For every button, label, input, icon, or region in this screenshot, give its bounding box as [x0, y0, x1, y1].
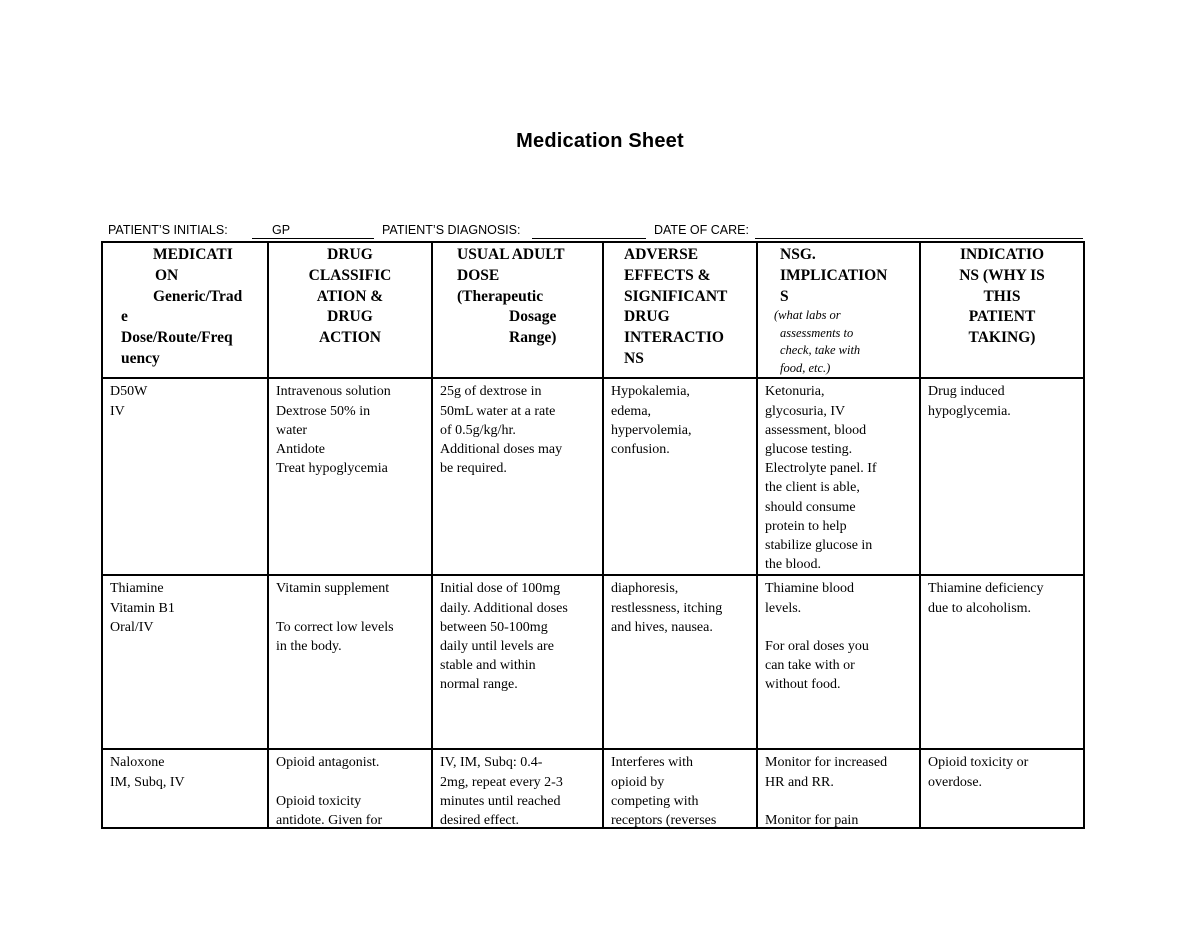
- cell-indications: Opioid toxicity or overdose.: [920, 749, 1084, 828]
- cell-medication: Thiamine Vitamin B1 Oral/IV: [102, 575, 268, 749]
- cell-medication: D50W IV: [102, 378, 268, 575]
- medication-table: [101, 241, 1085, 829]
- header-nsg: NSG. IMPLICATION S (what labs or assessments to check, take with food, etc.): [757, 242, 920, 378]
- cell-indications: Drug induced hypoglycemia.: [920, 378, 1084, 575]
- header-medication: MEDICATI ON Generic/Trad e Dose/Route/Freq uency: [102, 242, 268, 378]
- header-indications: INDICATIO NS (WHY IS THIS PATIENT TAKING): [920, 242, 1084, 378]
- cell-medication: Naloxone IM, Subq, IV: [102, 749, 268, 828]
- cell-adverse: Hypokalemia, edema, hypervolemia, confusion.: [603, 378, 757, 575]
- diagnosis-label: PATIENT’S DIAGNOSIS:: [382, 223, 521, 237]
- cell-adverse: diaphoresis, restlessness, itching and hives, nausea.: [603, 575, 757, 749]
- initials-label: PATIENT’S INITIALS:: [108, 223, 228, 237]
- page-title: Medication Sheet: [516, 130, 684, 152]
- header-dose: USUAL ADULT DOSE (Therapeutic Dosage Range): [432, 242, 603, 378]
- cell-adverse: Interferes with opioid by competing with receptors (reverses: [603, 749, 757, 828]
- table-row: [102, 378, 1084, 575]
- cell-dose: 25g of dextrose in 50mL water at a rate of 0.5g/kg/hr. Additional doses may be required.: [432, 378, 603, 575]
- cell-nsg: Thiamine blood levels. For oral doses you can take with or without food.: [757, 575, 920, 749]
- cell-classification: Intravenous solution Dextrose 50% in water Antidote Treat hypoglycemia: [268, 378, 432, 575]
- cell-dose: IV, IM, Subq: 0.4- 2mg, repeat every 2-3 minutes until reached desired effect.: [432, 749, 603, 828]
- initials-underline: [252, 238, 374, 239]
- cell-nsg: Ketonuria, glycosuria, IV assessment, blood glucose testing. Electrolyte panel. If the client is able, should consume protein to help stabilize glucose in the blood.: [757, 378, 920, 575]
- initials-value: GP: [272, 223, 291, 237]
- cell-classification: Vitamin supplement To correct low levels in the body.: [268, 575, 432, 749]
- diagnosis-underline: [532, 238, 646, 239]
- table-row: [102, 749, 1084, 828]
- table-row: [102, 575, 1084, 749]
- date-label: DATE OF CARE:: [654, 223, 749, 237]
- cell-indications: Thiamine deficiency due to alcoholism.: [920, 575, 1084, 749]
- cell-nsg: Monitor for increased HR and RR. Monitor for pain: [757, 749, 920, 828]
- header-row: [102, 242, 1084, 378]
- header-classification: DRUG CLASSIFIC ATION & DRUG ACTION: [268, 242, 432, 378]
- header-adverse: ADVERSE EFFECTS & SIGNIFICANT DRUG INTERACTIO NS: [603, 242, 757, 378]
- cell-dose: Initial dose of 100mg daily. Additional doses between 50-100mg daily until levels are stable and within normal range.: [432, 575, 603, 749]
- date-underline: [755, 238, 1083, 239]
- cell-classification: Opioid antagonist. Opioid toxicity antidote. Given for: [268, 749, 432, 828]
